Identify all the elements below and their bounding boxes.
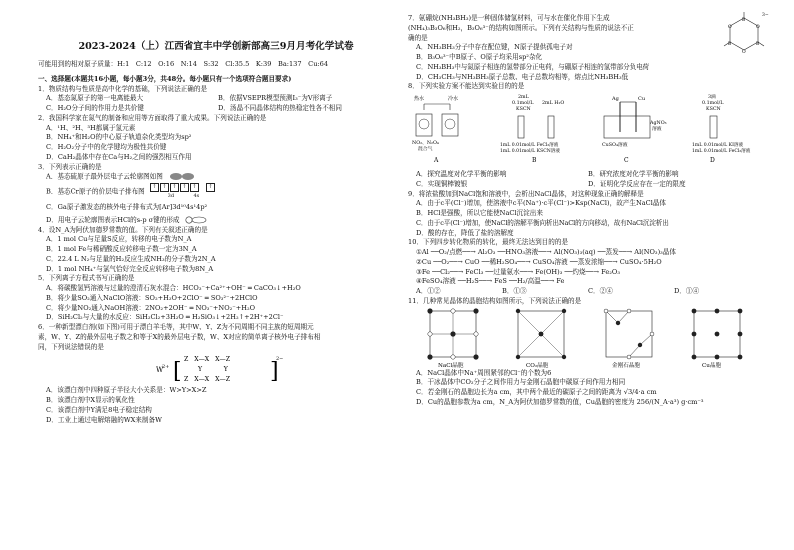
q8-option-d: D．证明化学反应存在一定的限度 (588, 179, 686, 188)
q10-route-2: ②Cu ──O₂──→ CuO ──稀H₂SO₄──→ CuSO₄溶液 ──蒸发浓缩──→ CuSO₄·5H₂O (416, 257, 662, 266)
svg-text:O: O (728, 25, 732, 30)
q10-options (408, 287, 764, 297)
fig-d-bot1: 1mL 0.01mol/L KI溶液 (692, 143, 744, 148)
q10-stem: 10．下列四步转化物质的转化，最终无法达到目的的是 (408, 238, 569, 247)
q8-stem: 8．下列实验方案不能达到实验目的的是 (408, 82, 525, 91)
q3-stem: 3．下列表示正确的是 (38, 162, 102, 171)
q6-option-b: B．该漂白剂中X显示的氧化性 (46, 396, 135, 404)
q5-option-b: B．将少量SO₂通入NaClO溶液：SO₂+H₂O+2ClO⁻ ═ SO₃²⁻+2HClO (46, 293, 258, 302)
fig-b-top4: 2mL H₂O (542, 101, 565, 106)
orbital-diagram: ↑ ↑ ↑ ↑ ↑ ↑ 3d 4s (150, 183, 216, 200)
svg-text:[: [ (173, 359, 182, 385)
fig-b-letter: B (532, 157, 537, 164)
q2-option-a: A．¹H、²H、³H都属于氢元素 (46, 123, 136, 132)
q10-route-3: ③Fe ──Cl₂──→ FeCl₃ ──过量氨水──→ Fe(OH)₃ ──灼烧──→ Fe₂O₃ (416, 267, 620, 276)
q1-stem: 1．物质结构与性质是高中化学的基础，下列说法正确的是 (38, 84, 208, 93)
q9-option-a: A．由于c平(Cl⁻)增加，使溶液中c平(Na⁺)·c平(Cl⁻)>Ksp(NaCl)，故产生NaCl晶体 (416, 199, 667, 208)
exam-title: 2023-2024（上）江西省宜丰中学创新部高三9月月考化学试卷 (78, 41, 354, 52)
fig-b-top3: KSCN (516, 107, 531, 112)
q7-option-b: B．B₃O₆³⁻中B原子、O原子均采用sp²杂化 (416, 53, 543, 61)
q5-option-d: D．SiH₂Cl₂与大量的水反应：SiH₂Cl₂+3H₂O ═ H₂SiO₃↓+2H₂↑+2H⁺+2Cl⁻ (46, 313, 284, 322)
cell-caption-diamond: 金刚石晶胞 (612, 362, 640, 369)
q11-option-a: A．NaCl晶体中Na⁺周围紧邻的Cl⁻的个数为6 (416, 368, 552, 377)
fig-a-cold-water: 冷水 (448, 96, 459, 102)
svg-text:B: B (728, 42, 732, 47)
svg-text:O: O (742, 50, 746, 55)
b3o6-ring-structure (718, 10, 770, 56)
section-heading: 一、选择题(本题共16小题，每小题3分，共48分。每小题只有一个选项符合题目要求) (38, 74, 292, 83)
fig-b-top2: 0.1mol/L (512, 101, 534, 106)
orbital-label-4s: 4s (193, 193, 200, 200)
q4-option-d: D．1 mol NH₄⁺与氯气恰好完全反应转移电子数为8N_A (46, 264, 214, 273)
q10-option-d: D．①④ (674, 287, 700, 295)
q2-option-b: B．NH₄⁺和H₂O的中心原子轨道杂化类型均为sp² (46, 133, 192, 142)
svg-text:]: ] (270, 359, 279, 385)
left-column (38, 14, 394, 425)
q3-option-d-text: D．用电子云轮廓图表示HCl的s-p σ键的形成 (46, 215, 180, 224)
q9-option-b: B．HCl是强酸，所以它能使NaCl沉淀出来 (416, 209, 543, 217)
q6-stem-2: 素，W、Y、Z的最外层电子数之和等于X的最外层电子数，W、X对应的简单离子核外电子排布相 (38, 332, 321, 341)
q10-route-1: ①Al ──O₂/点燃──→ Al₂O₃ ──HNO₃溶液──→ Al(NO₃)₃(aq) ──蒸发──→ Al(NO₃)₃晶体 (416, 248, 676, 256)
fig-a-letter: A (434, 157, 439, 164)
q5-option-a: A．将碳酸氢钙溶液与过量的澄清石灰水混合：HCO₃⁻+Ca²⁺+OH⁻ ═ CaCO₃↓+H₂O (46, 284, 301, 292)
fig-a-hot-water: 热水 (414, 96, 425, 102)
right-column (408, 13, 769, 408)
fig-c-cu: Cu (638, 96, 646, 102)
q1-option-b: B．依据VSEPR模型预测I₃⁻为V形离子 (218, 94, 333, 103)
q1-options-ab (38, 94, 394, 104)
fig-b-bot1: 1mL 0.01mol/L FeCl₃溶液 (500, 143, 559, 148)
q6-struct-charge: 2− (276, 356, 284, 363)
fig-d-top3: KSCN (706, 107, 721, 112)
fig-c-cuso4: CuSO₄溶液 (602, 143, 628, 148)
q4-option-b: B．1 mol Fe与稀硝酸反应转移电子数一定为3N_A (46, 245, 197, 253)
q3-option-d (38, 216, 394, 226)
q10-option-c: C．②④ (588, 287, 613, 295)
q6-stem-1: 6．一种新型漂白剂(如下图)可用于漂白羊毛等，其中W、Y、Z为不同周期不同主族的短周期元 (38, 323, 314, 331)
q7-stem-1: 7．氨硼烷(NH₃BH₃)是一种固体储氢材料，可与水在催化作用下生成 (408, 14, 610, 22)
svg-text:O: O (756, 25, 760, 30)
q11-option-b: B．干冰晶体中CO₂分子之间作用力与金刚石晶胞中碳原子间作用力相同 (416, 378, 626, 387)
q8-option-c: C．实现铜棒镀银 (416, 179, 468, 188)
q2-option-d: D．CaH₂晶体中存在Ca与H₂之间的强烈相互作用 (46, 152, 192, 161)
fig-c-ag: Ag (612, 96, 619, 102)
fig-d-letter: D (710, 157, 715, 164)
q9-option-c: C．由于c平(Cl⁻)增加，使NaCl的溶解平衡向析出NaCl的方向移动，故有NaCl沉淀析出 (416, 218, 669, 227)
q11-crystal-cells (408, 307, 764, 369)
q3-option-b (38, 183, 394, 200)
q1-option-d: D．汤晶不同晶体结构的热稳定性各不相同 (218, 104, 342, 113)
q7-option-a: A．NH₃BH₃分子中存在配位键，N原子提供孤电子对 (416, 43, 573, 52)
q2-stem: 2．我国科学家在氮气的制备和应用等方面取得了重大成果。下列说法正确的是 (38, 113, 267, 122)
q6-option-d: D．工业上通过电解熔融的WX来制备W (46, 415, 162, 424)
q10-option-b: B．①③ (502, 287, 527, 295)
orbital-label-3d: 3d (167, 193, 175, 200)
q1-option-c: C．H₂O分子间的作用力是共价键 (46, 104, 144, 113)
q6-structure-diagram (38, 352, 394, 386)
svg-text:B: B (742, 18, 746, 23)
q7-stem-2: (NH₄)₃B₃O₆和H₂，B₃O₆³⁻的结构如图所示。下列有关结构与性质的说法不正 (408, 23, 634, 32)
q3-option-c: C．Ga原子激发态的核外电子排布式为[Ar]3d¹⁰4s¹4p² (46, 203, 208, 211)
q6-struct-top: Z X—X X—Z (184, 356, 230, 364)
fig-d-top1: 3滴 (708, 95, 716, 100)
q11-option-d: D．Cu的晶胞参数为a cm，N_A为阿伏加德罗常数的值，Cu晶胞的密度为 256/(N_A·a³) g·cm⁻³ (416, 397, 704, 406)
fig-a-gases: NO₂、N₂O₄ (412, 141, 439, 146)
b3o6-charge: 3− (762, 13, 769, 18)
cell-caption-cu: Cu晶胞 (702, 362, 722, 369)
cell-caption-nacl: NaCl晶胞 (438, 362, 464, 369)
p-orbital-icon (169, 172, 195, 181)
q7-stem-3: 确的是 (408, 33, 428, 42)
fig-b-bot2: 1mL 0.01mol/L KSCN溶液 (500, 149, 560, 154)
q4-option-c: C．22.4 L N₂与足量的H₂反应生成NH₃的分子数为2N_A (46, 254, 216, 263)
q9-stem: 9．将浓盐酸加到NaCl饱和溶液中，会析出NaCl晶体，对这种现象正确的解释是 (408, 189, 644, 198)
q8-options-ab (408, 170, 764, 180)
q6-struct-mid: Y Y (198, 366, 228, 374)
q6-option-a: A．该漂白剂中四种原子半径大小关系是：W>Y>X>Z (46, 386, 207, 395)
q8-option-a: A．探究温度对化学平衡的影响 (416, 170, 507, 178)
q6-struct-bot: Z X—X X—Z (184, 376, 230, 384)
q10-route-4: ④FeSO₄溶液 ──H₂S──→ FeS ──H₂/高温──→ Fe (416, 277, 565, 286)
q11-option-c: C．若金刚石的晶胞边长为a cm，其中两个最近的碳原子之间的距离为 √3/4·a cm (416, 388, 657, 396)
q1-option-a: A．基态氮原子的第一电离能最大 (46, 94, 144, 103)
q8-option-b: B．研究浓度对化学平衡的影响 (588, 170, 679, 178)
q5-stem: 5．下列离子方程式书写正确的是 (38, 274, 135, 283)
q11-stem: 11．几种常见晶体的晶胞结构如图所示，下列说法正确的是 (408, 296, 582, 305)
q6-option-c: C．该漂白剂中Y满足8电子稳定结构 (46, 405, 152, 414)
svg-text:2+: 2+ (162, 364, 170, 371)
fig-d-bot2: 1mL 0.01mol/L FeCl₃溶液 (692, 149, 751, 154)
q8-options-cd (408, 180, 764, 190)
q5-option-c: C．将少量NO₂通入NaOH溶液：2NO₂+2OH⁻ ═ NO₃⁻+NO₂⁻+H₂O (46, 303, 256, 312)
fig-b-top1: 2mL (518, 95, 529, 100)
fig-d-top2: 0.1mol/L (702, 101, 724, 106)
sp-sigma-bond-icon (184, 216, 208, 224)
q7-option-c: C．NH₃BH₃中与氮原子相连的氢带部分正电荷，与硼原子相连的氢带部分负电荷 (416, 62, 650, 71)
svg-text:B: B (756, 42, 760, 47)
fig-c-letter: C (624, 157, 629, 164)
q10-option-a: A．①② (416, 287, 441, 295)
fig-c-solution: 溶液 (652, 127, 662, 132)
fig-c-agno3: AgNO₃ (650, 121, 667, 126)
q3-option-a (38, 172, 394, 182)
q1-options-cd (38, 104, 394, 114)
fig-a-mixture: 混合气 (418, 147, 433, 152)
cell-caption-co2: CO₂晶胞 (526, 362, 549, 369)
atomic-masses: 可能用到的相对原子质量：H:1 C:12 O:16 N:14 S:32 Cl:35.5 K:39 Ba:137 Cu:64 (38, 60, 329, 69)
q7-option-d: D．CH₃CH₃与NH₃BH₃原子总数、电子总数均相等，熔点比NH₃BH₃低 (416, 72, 629, 81)
q4-stem: 4．设N_A为阿伏加德罗常数的值。下列有关叙述正确的是 (38, 225, 208, 234)
q8-experiment-figures (408, 92, 764, 170)
q9-option-d: D．酸的存在，降低了盐的溶解度 (416, 228, 514, 237)
q6-struct-w: W (156, 366, 164, 375)
q4-option-a: A．1 mol Cu与足量S反应，转移的电子数为N_A (46, 235, 192, 244)
q3-option-a-text: A．基态硫原子最外层电子云轮廓图如图 (46, 172, 163, 181)
q6-stem-3: 同，下列说法错误的是 (38, 342, 104, 351)
q3-option-b-text: B．基态Cr原子的价层电子排布图 (46, 187, 145, 196)
q2-option-c: C．H₂O₂分子中的化学键均为极性共价键 (46, 143, 167, 152)
